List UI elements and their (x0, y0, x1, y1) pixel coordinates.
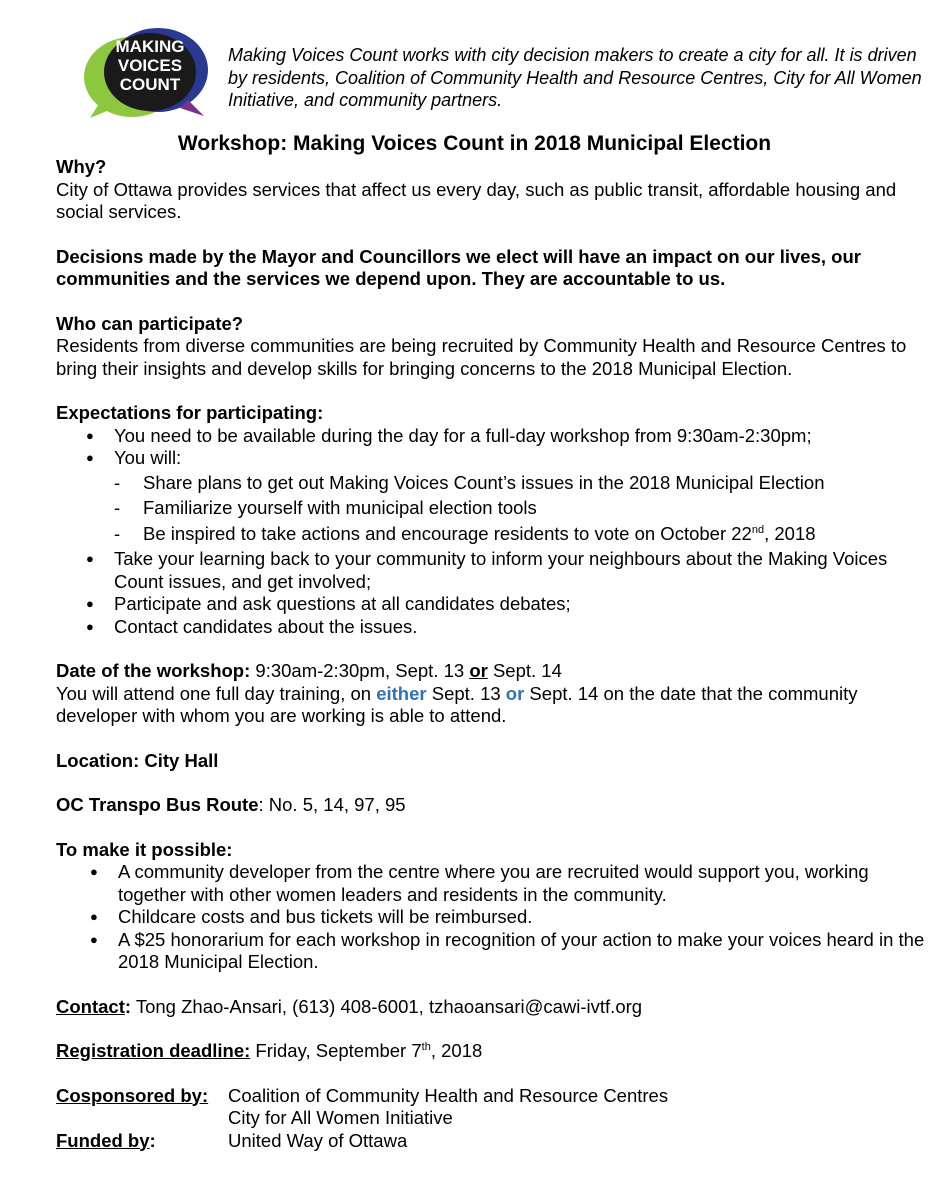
bullet-icon: ● (86, 551, 94, 566)
possible-heading: To make it possible: (56, 838, 233, 860)
bullet-icon: ● (90, 909, 98, 924)
funded-line: Funded by: United Way of Ottawa (56, 1129, 408, 1151)
date-details: You will attend one full day training, on either Sept. 13 or Sept. 14 on the date that the community developer with whom you are working is able to attend. (56, 682, 858, 726)
location: Location: City Hall (56, 749, 219, 771)
list-item: ● Contact candidates about the issues. (86, 615, 418, 637)
logo-text-line2: VOICES (117, 56, 183, 75)
contact-line: Contact: Tong Zhao-Ansari, (613) 408-6001, tzhaoansari@cawi-ivtf.org (56, 995, 643, 1017)
list-item: ● A community developer from the centre where you are recruited would support you, working together with other women leaders and residents in the community. (90, 861, 869, 905)
bullet-icon: ● (90, 931, 98, 947)
why-heading: Why? (56, 156, 107, 177)
list-item: ● Take your learning back to your community to inform your neighbours about the Making Voices Count issues, and get involved; (86, 548, 888, 592)
list-item: ● Participate and ask questions at all candidates debates; (86, 593, 571, 614)
tagline: Making Voices Count works with city decision makers to create a city for all. It is driven by residents, Coalition of Community Health and Resource Centres, City for All Women Initiative, and community partners. (228, 45, 922, 110)
list-item: ● Childcare costs and bus tickets will be reimbursed. (90, 906, 533, 927)
who-heading: Who can participate? (56, 312, 244, 334)
dash-icon: - (114, 471, 121, 493)
dash-icon: - (114, 497, 121, 518)
document-body (56, 156, 926, 1152)
header (80, 22, 940, 122)
list-item: ● A $25 honorarium for each workshop in recognition of your action to make your voices heard in the 2018 Municipal Election. (90, 928, 925, 972)
page-title: Workshop: Making Voices Count in 2018 Municipal Election (177, 132, 772, 155)
who-text: Residents from diverse communities are being recruited by Community Health and Resource Centres to bring their insights and develop skills for bringing concerns to the 2018 Municipal Election. (56, 335, 907, 379)
making-voices-count-logo (80, 22, 220, 120)
bullet-icon: ● (86, 618, 94, 634)
bullet-icon: ● (86, 596, 94, 611)
registration-deadline: Registration deadline: Friday, September 7th, 2018 (56, 1040, 483, 1061)
why-bold-text: Decisions made by the Mayor and Councillors we elect will have an impact on our lives, our communities and the services we depend upon. They are accountable to us. (56, 245, 861, 289)
bullet-icon: ● (86, 450, 94, 465)
list-item: ● You will: (86, 447, 182, 468)
dash-icon: - (114, 522, 121, 544)
bullet-icon: ● (86, 427, 94, 443)
expectations-heading: Expectations for participating: (56, 402, 324, 423)
why-text: City of Ottawa provides services that affect us every day, such as public transit, affordable housing and social services. (56, 178, 897, 222)
bullet-icon: ● (90, 864, 98, 879)
logo-text-line1: MAKING (115, 37, 185, 56)
sub-list-item: - Be inspired to take actions and encourage residents to vote on October 22nd, 2018 (114, 522, 816, 544)
cosponsored-line-2: City for All Women Initiative (228, 1107, 453, 1128)
sub-list-item: - Share plans to get out Making Voices Count’s issues in the 2018 Municipal Election (114, 471, 825, 493)
bus-route: OC Transpo Bus Route: No. 5, 14, 97, 95 (56, 794, 406, 815)
sub-list-item: - Familiarize yourself with municipal election tools (114, 497, 537, 518)
date-line: Date of the workshop: 9:30am-2:30pm, Sept. 13 or Sept. 14 (56, 660, 562, 681)
logo-text-line3: COUNT (119, 75, 181, 94)
list-item: ● You need to be available during the day for a full-day workshop from 9:30am-2:30pm; (86, 424, 812, 446)
cosponsored-line: Cosponsored by: Coalition of Community Health and Resource Centres (56, 1084, 669, 1106)
